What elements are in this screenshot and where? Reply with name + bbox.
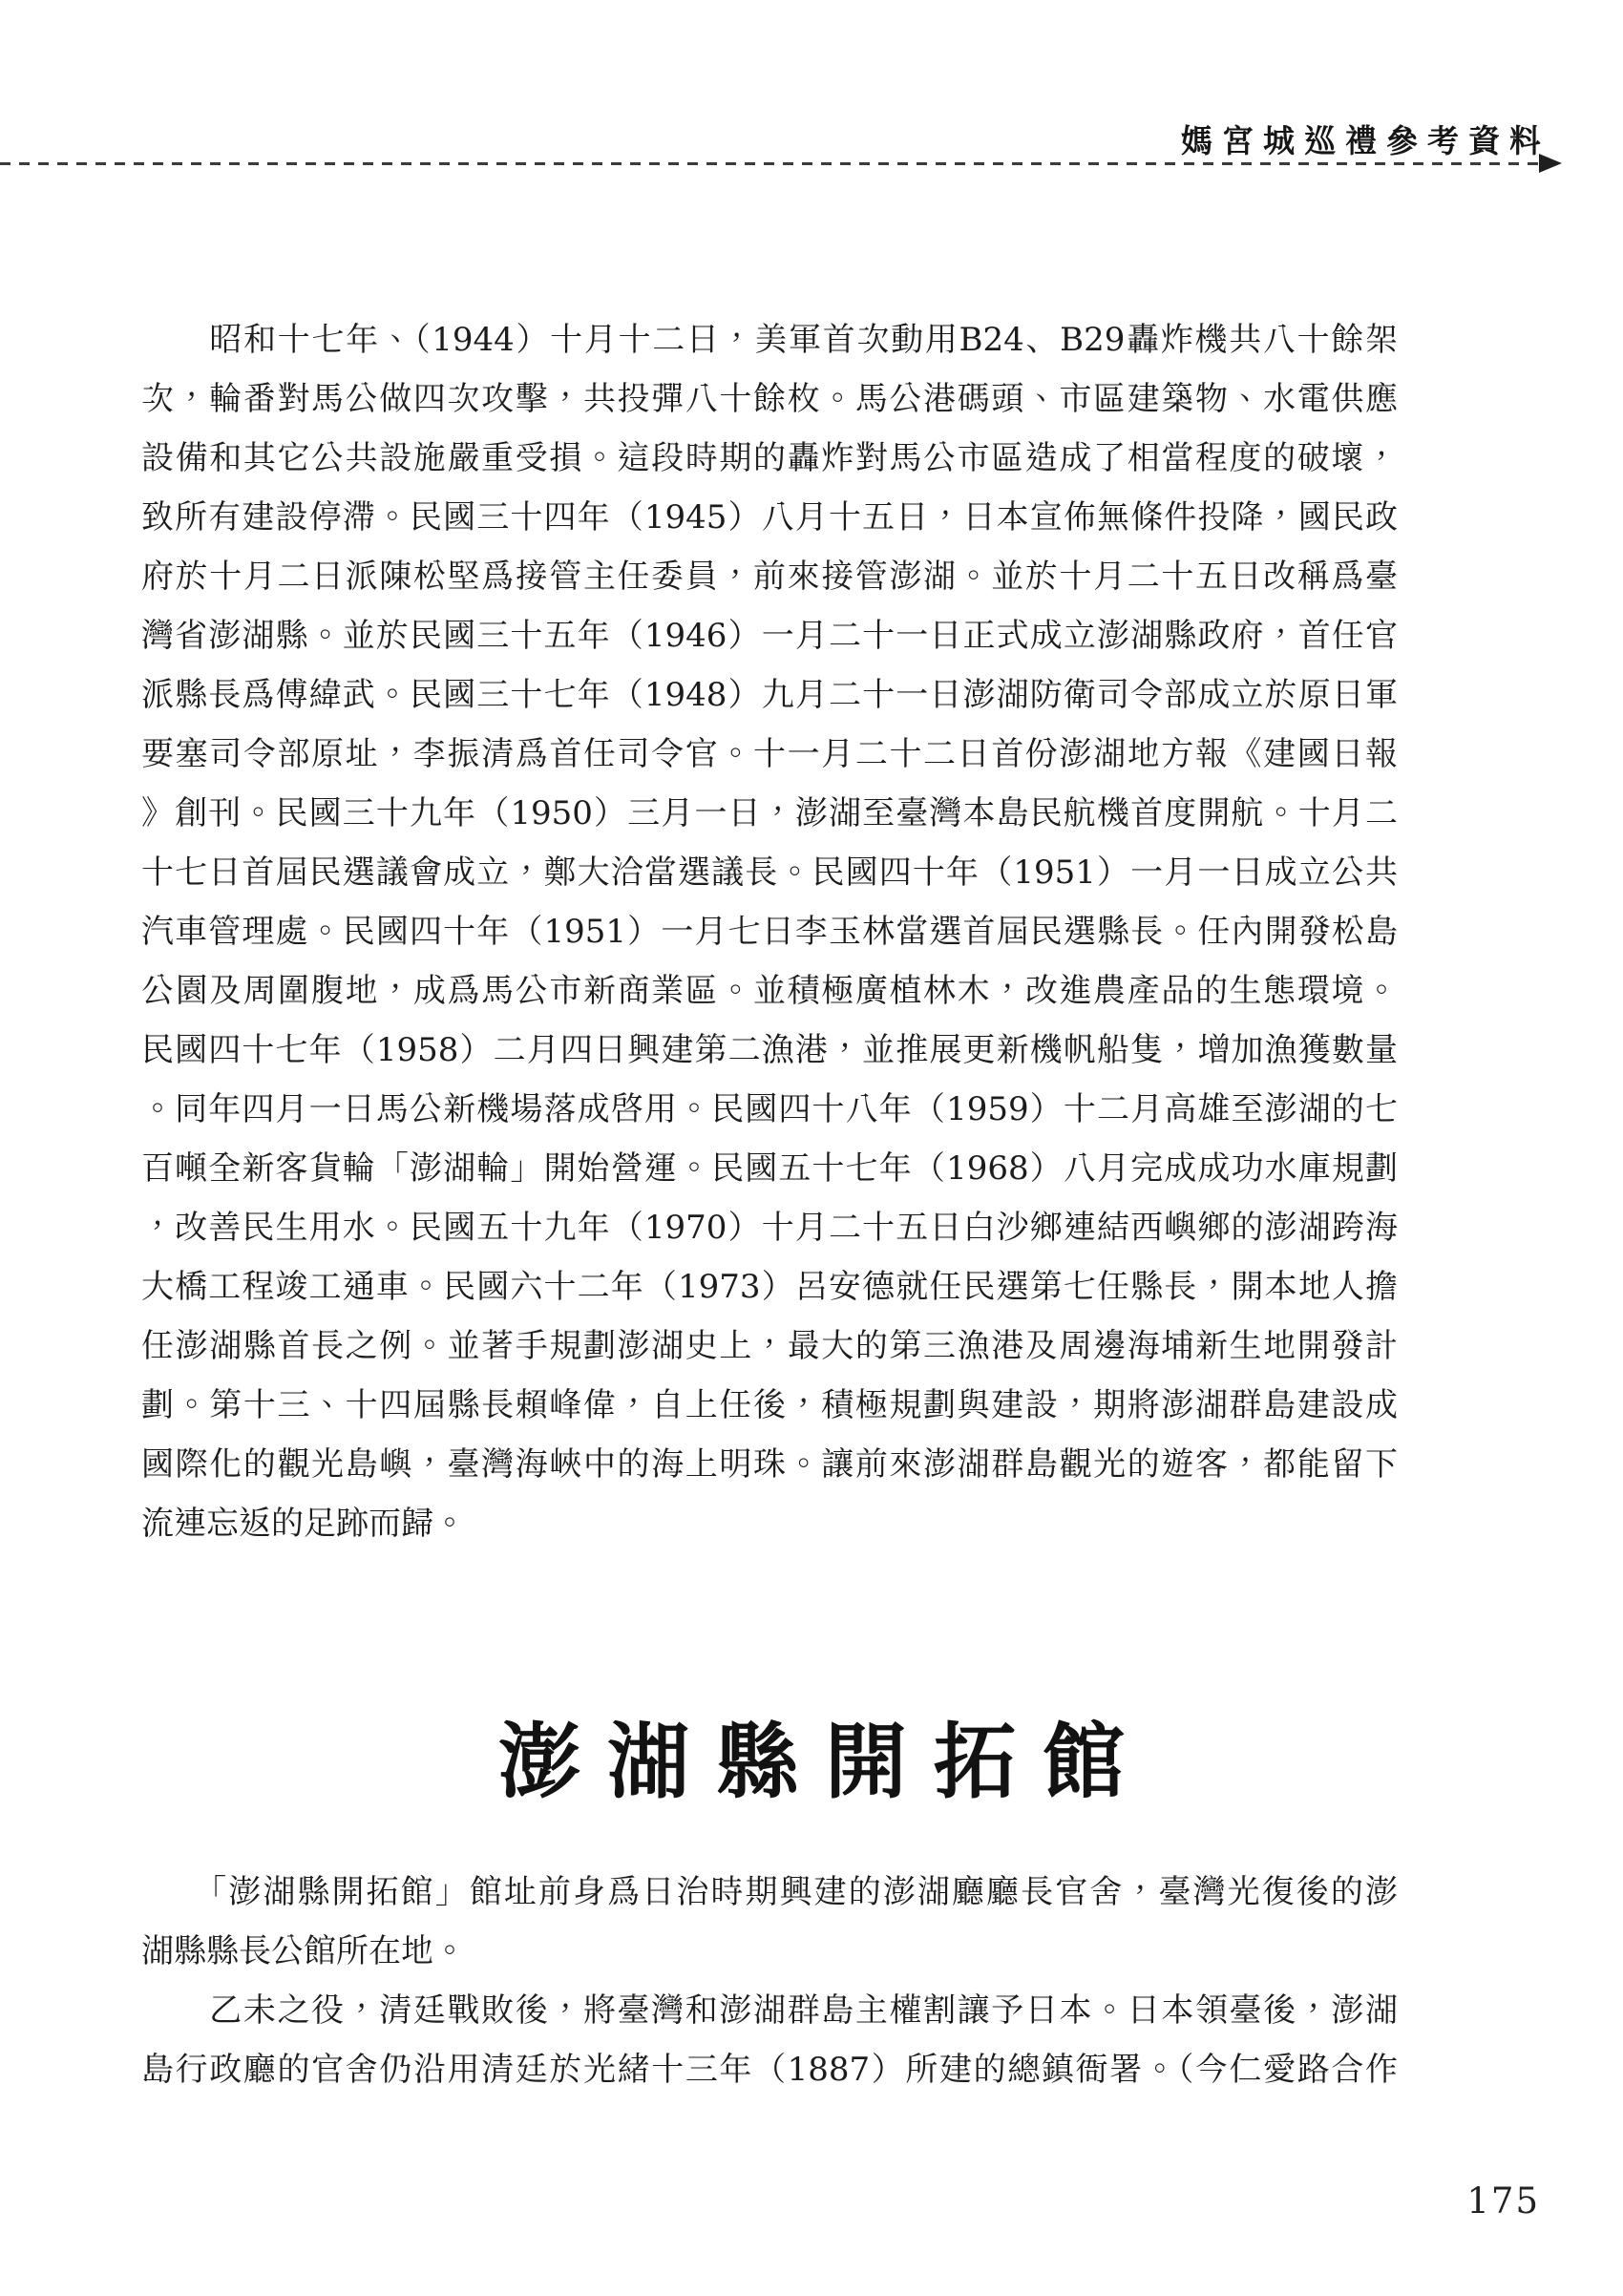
text-line: 致所有建設停滯。民國三十四年（1945）八月十五日，日本宣佈無條件投降，國民政 bbox=[141, 498, 1398, 537]
text-line: 府於十月二日派陳松堅爲接管主任委員，前來接管澎湖。並於十月二十五日改稱爲臺 bbox=[141, 558, 1398, 596]
dashed-rule bbox=[0, 162, 1539, 165]
text-line: ，改善民生用水。民國五十九年（1970）十月二十五日白沙鄉連結西嶼鄉的澎湖跨海 bbox=[141, 1209, 1398, 1247]
text-line: 昭和十七年、（1944）十月十二日，美軍首次動用B24、B29轟炸機共八十餘架 bbox=[141, 321, 1398, 359]
page-number: 175 bbox=[1466, 2180, 1540, 2222]
text-line: 劃。第十三、十四屆縣長賴峰偉，自上任後，積極規劃與建設，期將澎湖群島建設成 bbox=[141, 1386, 1398, 1424]
text-line: 流連忘返的足跡而歸。 bbox=[141, 1505, 466, 1543]
text-line: 百噸全新客貨輪「澎湖輪」開始營運。民國五十七年（1968）八月完成成功水庫規劃 bbox=[141, 1149, 1398, 1188]
text-line: 「澎湖縣開拓館」館址前身爲日治時期興建的澎湖廳廳長官舍，臺灣光復後的澎 bbox=[141, 1873, 1398, 1911]
text-line: 》創刊。民國三十九年（1950）三月一日，澎湖至臺灣本島民航機首度開航。十月二 bbox=[141, 794, 1398, 832]
text-line: 汽車管理處。民國四十年（1951）一月七日李玉林當選首屆民選縣長。任內開發松島 bbox=[141, 913, 1398, 951]
text-line: 民國四十七年（1958）二月四日興建第二漁港，並推展更新機帆船隻，增加漁獲數量 bbox=[141, 1031, 1398, 1069]
paragraph-kaituoguan-history bbox=[141, 1981, 1398, 2099]
text-line: 十七日首屆民選議會成立，鄭大洽當選議長。民國四十年（1951）一月一日成立公共 bbox=[141, 853, 1398, 892]
text-line: 大橋工程竣工通車。民國六十二年（1973）呂安德就任民選第七任縣長，開本地人擔 bbox=[141, 1268, 1398, 1306]
text-line: 乙未之役，清廷戰敗後，將臺灣和澎湖群島主權割讓予日本。日本領臺後，澎湖 bbox=[141, 1991, 1398, 2030]
paragraph-kaituoguan-intro bbox=[141, 1863, 1398, 1981]
header-title: 媽宮城巡禮參考資料 bbox=[1181, 122, 1550, 159]
text-line: 國際化的觀光島嶼，臺灣海峽中的海上明珠。讓前來澎湖群島觀光的遊客，都能留下 bbox=[141, 1445, 1398, 1484]
text-line: 灣省澎湖縣。並於民國三十五年（1946）一月二十一日正式成立澎湖縣政府，首任官 bbox=[141, 617, 1398, 655]
arrow-right-icon bbox=[1539, 154, 1562, 173]
section-title: 澎湖縣開拓館 bbox=[498, 1714, 1151, 1810]
text-line: 。同年四月一日馬公新機場落成啓用。民國四十八年（1959）十二月高雄至澎湖的七 bbox=[141, 1090, 1398, 1128]
text-line: 任澎湖縣首長之例。並著手規劃澎湖史上，最大的第三漁港及周邊海埔新生地開發計 bbox=[141, 1327, 1398, 1365]
text-line: 湖縣縣長公館所在地。 bbox=[141, 1932, 466, 1970]
text-line: 要塞司令部原址，李振清爲首任司令官。十一月二十二日首份澎湖地方報《建國日報 bbox=[141, 735, 1398, 773]
text-line: 次，輪番對馬公做四次攻擊，共投彈八十餘枚。馬公港碼頭、市區建築物、水電供應 bbox=[141, 380, 1398, 418]
text-line: 設備和其它公共設施嚴重受損。這段時期的轟炸對馬公市區造成了相當程度的破壞， bbox=[141, 439, 1398, 477]
text-line: 島行政廳的官舍仍沿用清廷於光緒十三年（1887）所建的總鎮衙署。（今仁愛路合作 bbox=[141, 2051, 1398, 2089]
text-line: 派縣長爲傅緯武。民國三十七年（1948）九月二十一日澎湖防衛司令部成立於原日軍 bbox=[141, 676, 1398, 714]
text-line: 公園及周圍腹地，成爲馬公市新商業區。並積極廣植林木，改進農產品的生態環境。 bbox=[141, 972, 1398, 1010]
paragraph-penghu-history bbox=[141, 310, 1398, 1553]
